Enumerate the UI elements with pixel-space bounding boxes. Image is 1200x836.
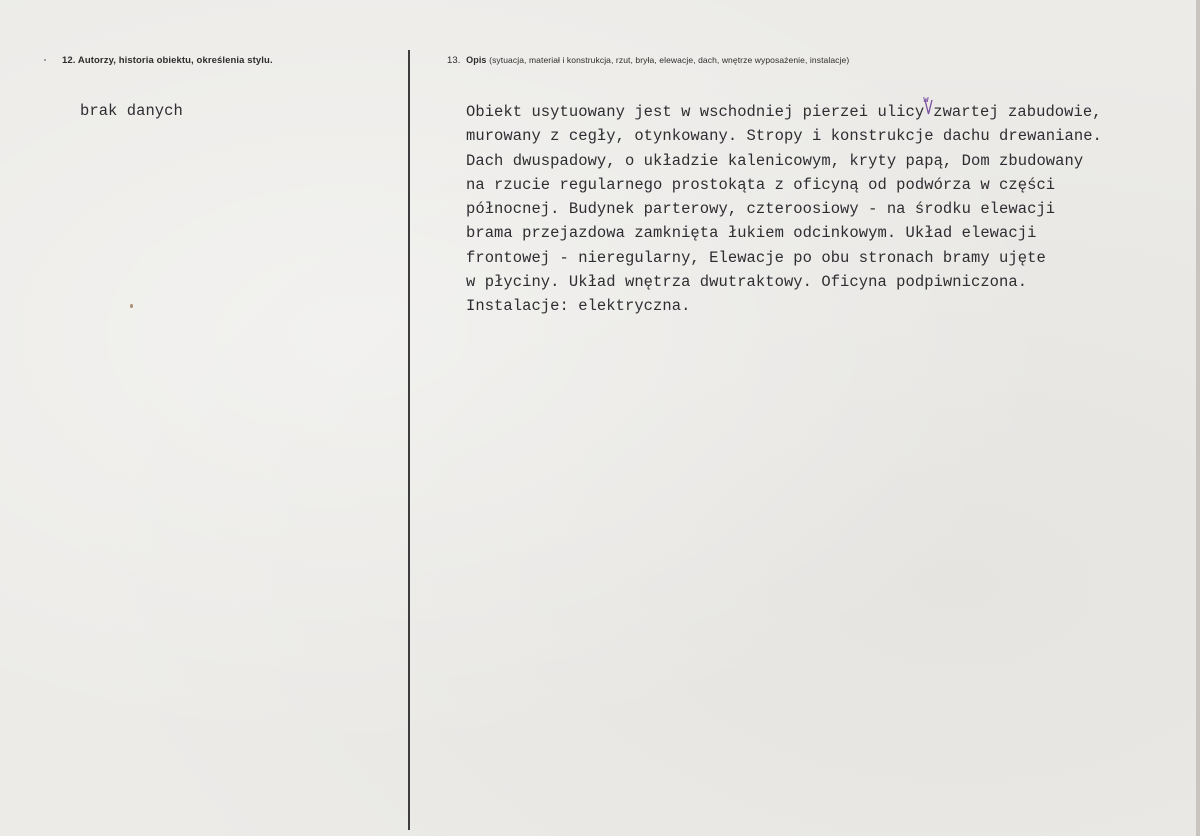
inserted-letter: w — [923, 95, 929, 105]
description-line: frontowej - nieregularny, Elewacje po obu stronach bramy ujęte — [466, 248, 1046, 267]
description-line — [466, 95, 1166, 124]
section-13-label: Opis — [466, 55, 487, 65]
description-line: na rzucie regularnego prostokąta z oficyną od podwórza w części — [466, 175, 1056, 194]
section-13-number: 13. — [447, 55, 461, 66]
margin-tick — [44, 59, 46, 61]
description-line: murowany z cegły, otynkowany. Stropy i konstrukcje dachu drewaniane. — [466, 127, 1102, 146]
section-13-header — [447, 55, 849, 66]
section-13-scope: (sytuacja, materiał i konstrukcja, rzut, bryła, elewacje, dach, wnętrze wyposażenie, instalacje) — [489, 55, 850, 65]
description-text — [466, 95, 1166, 319]
description-line: brama przejazdowa zamknięta łukiem odcinkowym. Układ elewacji — [466, 224, 1037, 243]
description-line: Instalacje: elektryczna. — [466, 297, 691, 316]
caret-icon — [924, 99, 933, 115]
section-12-header: 12. Autorzy, historia obiektu, określenia stylu. — [62, 55, 273, 66]
insertion-caret-mark — [923, 95, 933, 116]
description-line: w płyciny. Układ wnętrza dwutraktowy. Oficyna podpiwniczona. — [466, 273, 1028, 292]
description-line-1a: Obiekt usytuowany jest w wschodniej pierzei ulicy — [466, 103, 925, 121]
description-line: północnej. Budynek parterowy, czteroosiowy - na środku elewacji — [466, 200, 1056, 219]
description-line-1b: zwartej zabudowie, — [933, 103, 1102, 121]
authors-history-text: brak danych — [80, 102, 183, 120]
paper-speck — [130, 304, 133, 308]
column-divider — [408, 50, 410, 830]
description-line: Dach dwuspadowy, o układzie kalenicowym, kryty papą, Dom zbudowany — [466, 151, 1084, 170]
